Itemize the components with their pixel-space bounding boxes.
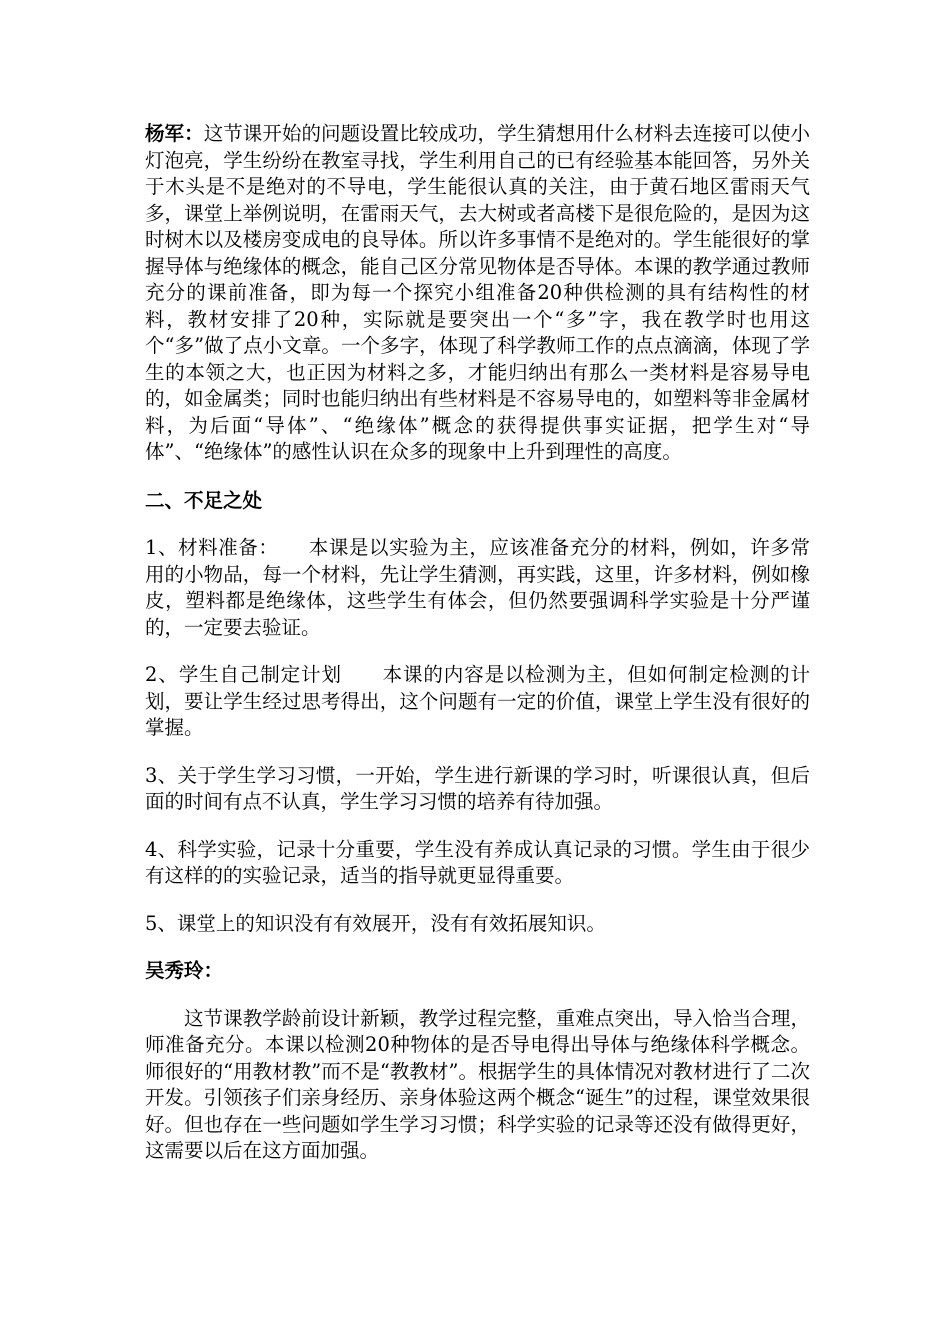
yangjun-paragraph [145, 121, 810, 466]
document-page [145, 121, 810, 1165]
shortcoming-item-3: 3、关于学生学习习惯，一开始，学生进行新课的学习时，听课很认真，但后面的时间有点不认真，学生学习习惯的培养有待加强。 [145, 763, 810, 813]
section-heading-shortcomings: 二、不足之处 [145, 488, 263, 512]
shortcoming-item-5: 5、课堂上的知识没有有效展开，没有有效拓展知识。 [145, 911, 606, 935]
shortcoming-item-1: 1、材料准备： 本课是以实验为主，应该准备充分的材料，例如，许多常用的小物品，每一个材料，先让学生猜测，再实践，这里，许多材料，例如橡皮，塑料都是绝缘体，这些学生有体会，但仍然要强调科学实验是十分严谨的，一定要去验证。 [145, 536, 810, 639]
speaker-wuxiuling: 吴秀玲： [145, 959, 224, 982]
shortcoming-item-4: 4、科学实验，记录十分重要，学生没有养成认真记录的习惯。学生由于很少有这样的的实验记录，适当的指导就更显得重要。 [145, 837, 810, 887]
speaker-yangjun: 杨军： [145, 122, 204, 145]
yangjun-comment: 这节课开始的问题设置比较成功，学生猜想用什么材料去连接可以使小灯泡亮，学生纷纷在教室寻找，学生利用自己的已有经验基本能回答，另外关于木头是不是绝对的不导电，学生能很认真的关注，由于黄石地区雷雨天气多，课堂上举例说明，在雷雨天气，去大树或者高楼下是很危险的，是因为这时树木以及楼房变成电的良导体。所以许多事情不是绝对的。学生能很好的掌握导体与绝缘体的概念，能自己区分常见物体是否导体。本课的教学通过教师充分的课前准备，即为每一个探究小组准备20种供检测的具有结构性的材料，教材安排了20种，实际就是要突出一个“多”字，我在教学时也用这个“多”做了点小文章。一个多字，体现了科学教师工作的点点滴滴，体现了学生的本领之大，也正因为材料之多，才能归纳出有那么一类材料是容易导电的，如金属类；同时也能归纳出有些材料是不容易导电的，如塑料等非金属材料，为后面“导体”、“绝缘体”概念的获得提供事实证据，把学生对“导体”、“绝缘体”的感性认识在众多的现象中上升到理性的高度。 [145, 122, 810, 463]
wuxiuling-comment: 这节课教学龄前设计新颖，教学过程完整，重难点突出，导入恰当合理，师准备充分。本课以检测20种物体的是否导电得出导体与绝缘体科学概念。师很好的“用教材教”而不是“教教材”。根据学生的具体情况对教材进行了二次开发。引领孩子们亲身经历、亲身体验这两个概念“诞生”的过程，课堂效果很好。但也存在一些问题如学生学习习惯；科学实验的记录等还没有做得更好，这需要以后在这方面加强。 [145, 1006, 810, 1162]
shortcoming-item-2: 2、学生自己制定计划 本课的内容是以检测为主，但如何制定检测的计划，要让学生经过思考得出，这个问题有一定的价值，课堂上学生没有很好的掌握。 [145, 663, 810, 739]
